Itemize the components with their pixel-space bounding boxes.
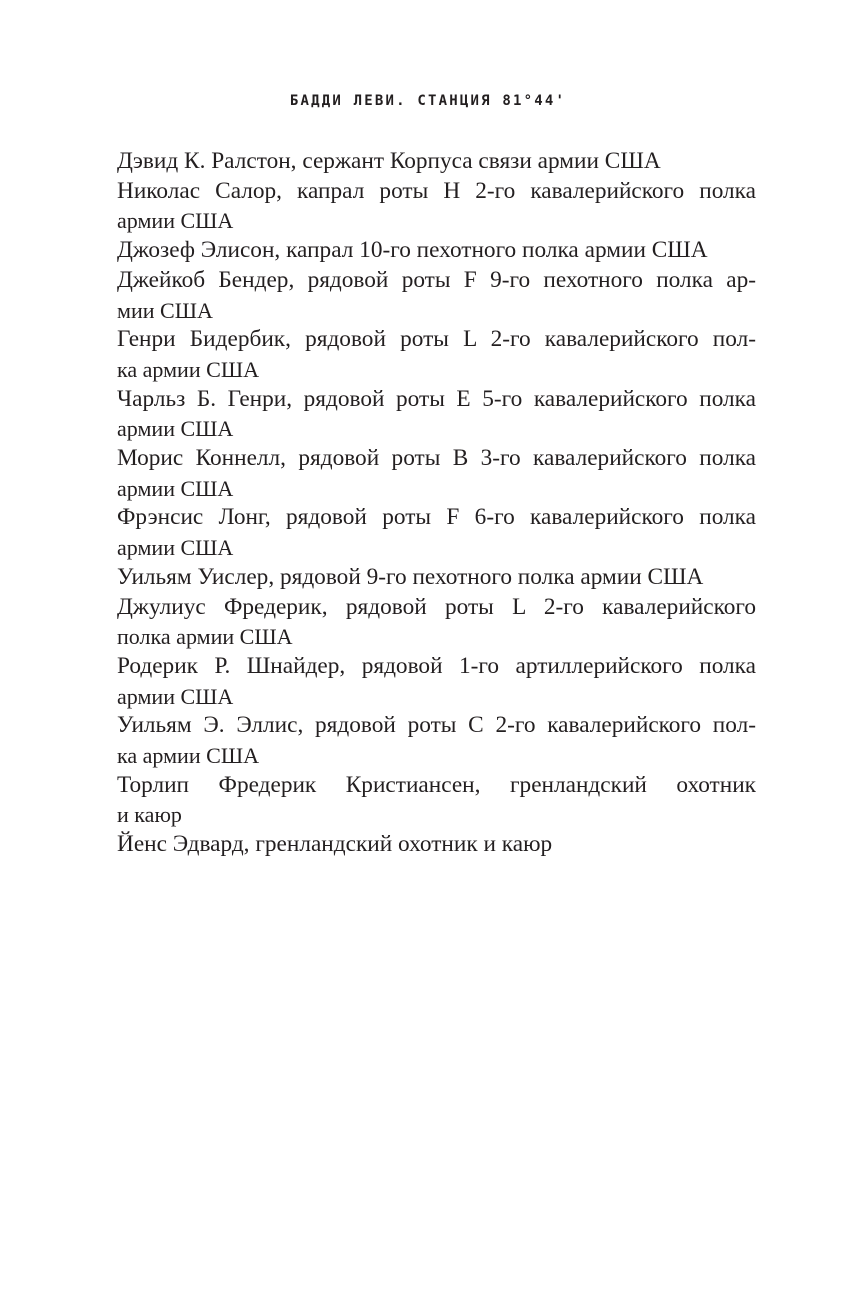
list-item (117, 771, 756, 830)
list-item-line: мии США (117, 297, 213, 323)
list-item-line: Родерик Р. Шнайдер, рядовой 1-го артиллерийского полка (117, 652, 756, 679)
list-item-line: армии США (117, 416, 234, 442)
list-item (117, 830, 756, 860)
list-item (117, 325, 756, 384)
list-item-line: ка армии США (117, 743, 259, 769)
list-item-line: армии США (117, 535, 234, 561)
list-item-line: Джулиус Фредерик, рядовой роты L 2-го кавалерийского (117, 593, 756, 620)
list-item-line: Чарльз Б. Генри, рядовой роты E 5-го кавалерийского полка (117, 385, 756, 412)
list-item (117, 236, 756, 266)
running-title: БАДДИ ЛЕВИ. СТАНЦИЯ 81°44' (289, 93, 567, 109)
list-item (117, 563, 756, 593)
list-item (117, 177, 756, 236)
list-item-line: Йенс Эдвард, гренландский охотник и каюр (117, 831, 553, 858)
list-item-line: армии США (117, 208, 234, 234)
list-item-line: Джозеф Элисон, капрал 10-го пехотного полка армии США (117, 237, 708, 264)
list-item (117, 711, 756, 770)
list-item-line: и каюр (117, 802, 182, 828)
list-item-line: Уильям Э. Эллис, рядовой роты C 2-го кавалерийского пол- (117, 712, 756, 739)
list-item-line: Джейкоб Бендер, рядовой роты F 9-го пехотного полка ар- (117, 266, 756, 293)
list-item (117, 652, 756, 711)
list-item (117, 503, 756, 562)
list-item (117, 385, 756, 444)
list-item-line: Николас Салор, капрал роты H 2-го кавалерийского полка (117, 177, 756, 204)
crew-list (117, 147, 756, 860)
list-item (117, 147, 756, 177)
list-item-line: армии США (117, 475, 234, 501)
list-item-line: Фрэнсис Лонг, рядовой роты F 6-го кавалерийского полка (117, 504, 756, 531)
list-item-line: полка армии США (117, 624, 293, 650)
list-item-line: Торлип Фредерик Кристиансен, гренландский охотник (117, 771, 756, 798)
list-item (117, 593, 756, 652)
list-item-line: Дэвид К. Ралстон, сержант Корпуса связи армии США (117, 148, 661, 174)
list-item-line: Морис Коннелл, рядовой роты B 3-го кавалерийского полка (117, 445, 756, 472)
list-item (117, 444, 756, 503)
list-item-line: Уильям Уислер, рядовой 9-го пехотного полка армии США (117, 563, 704, 590)
list-item-line: армии США (117, 683, 234, 709)
list-item (117, 266, 756, 325)
list-item-line: ка армии США (117, 356, 259, 382)
list-item-line: Генри Бидербик, рядовой роты L 2-го кавалерийского пол- (117, 326, 756, 353)
